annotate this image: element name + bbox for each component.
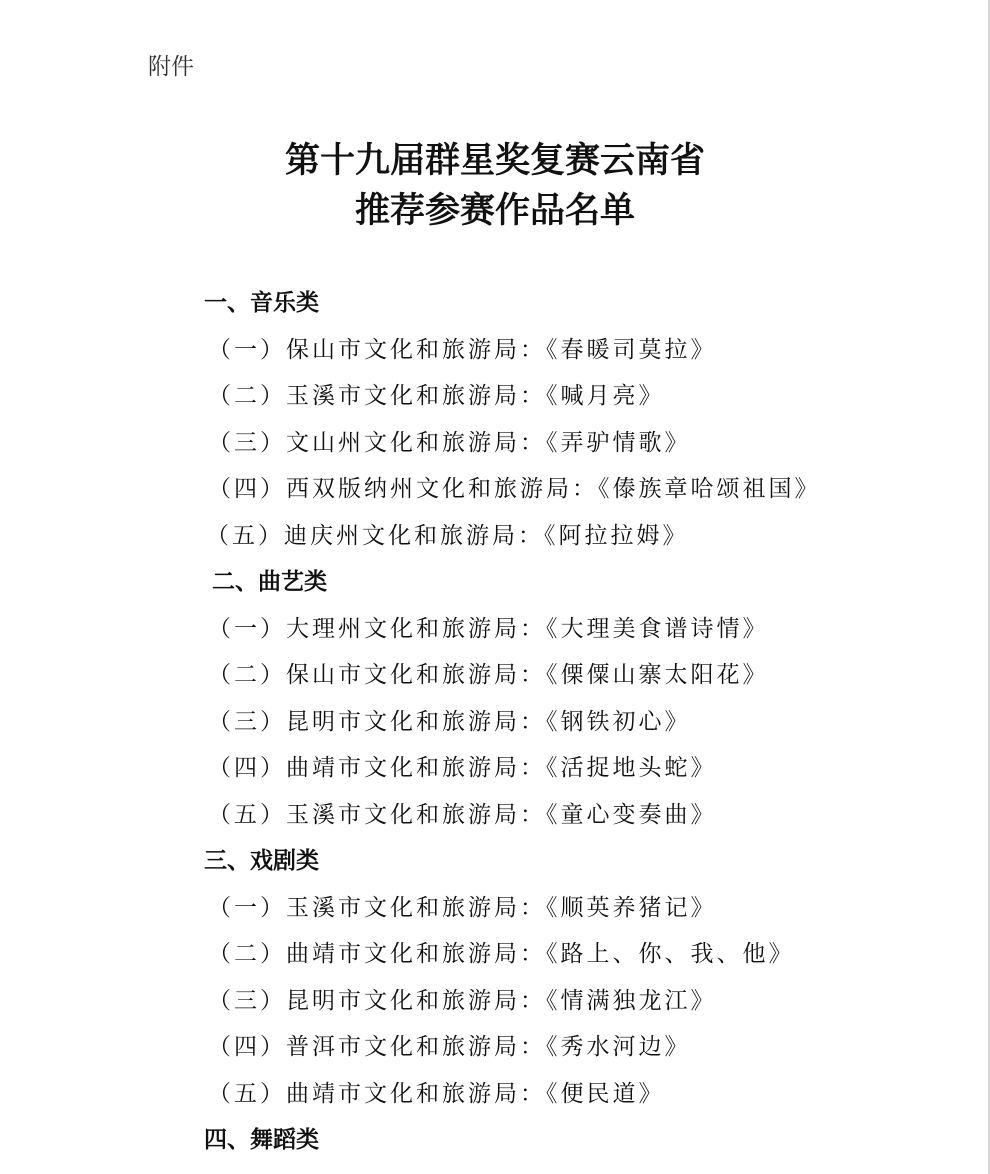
list-item: （五）玉溪市文化和旅游局：《童心变奏曲》: [208, 801, 717, 828]
list-item: （二）玉溪市文化和旅游局：《喊月亮》: [208, 383, 665, 409]
title-line-2: 推荐参赛作品名单: [354, 190, 635, 231]
section-heading: 二、曲艺类: [212, 569, 327, 595]
list-item: （五）曲靖市文化和旅游局：《便民道》: [208, 1080, 665, 1107]
section-heading: 三、戏剧类: [204, 848, 319, 874]
title-line-1: 第十九届群星奖复赛云南省: [284, 140, 705, 181]
list-item: （三）昆明市文化和旅游局：《钢铁初心》: [208, 708, 691, 735]
list-item: （四）曲靖市文化和旅游局：《活捉地头蛇》: [208, 755, 717, 781]
list-item: （一）保山市文化和旅游局：《春暖司莫拉》: [208, 336, 717, 363]
list-item: （二）曲靖市文化和旅游局：《路上、你、我、他》: [208, 941, 795, 967]
list-item: （三）昆明市文化和旅游局：《情满独龙江》: [208, 987, 717, 1014]
list-item: （二）保山市文化和旅游局：《傈僳山寨太阳花》: [208, 662, 769, 688]
section-heading: 一、音乐类: [204, 290, 319, 316]
section-dance: [0, 1117, 990, 1164]
document-body: [0, 280, 990, 1164]
section-quyi: [0, 559, 990, 838]
list-item: （一）大理州文化和旅游局：《大理美食谱诗情》: [208, 615, 769, 642]
list-item: （五）迪庆州文化和旅游局：《阿拉拉姆》: [206, 522, 689, 549]
attachment-label: 附件: [148, 54, 194, 80]
section-music: [0, 280, 990, 559]
section-heading: 四、舞蹈类: [204, 1127, 319, 1153]
document-title: [0, 136, 990, 236]
list-item: （一）玉溪市文化和旅游局：《顺英养猪记》: [208, 894, 717, 921]
list-item: （四）西双版纳州文化和旅游局：《傣族章哈颂祖国》: [208, 476, 821, 502]
list-item: （四）普洱市文化和旅游局：《秀水河边》: [208, 1034, 691, 1060]
list-item: （三）文山州文化和旅游局：《弄驴情歌》: [208, 429, 691, 456]
section-drama: [0, 838, 990, 1117]
